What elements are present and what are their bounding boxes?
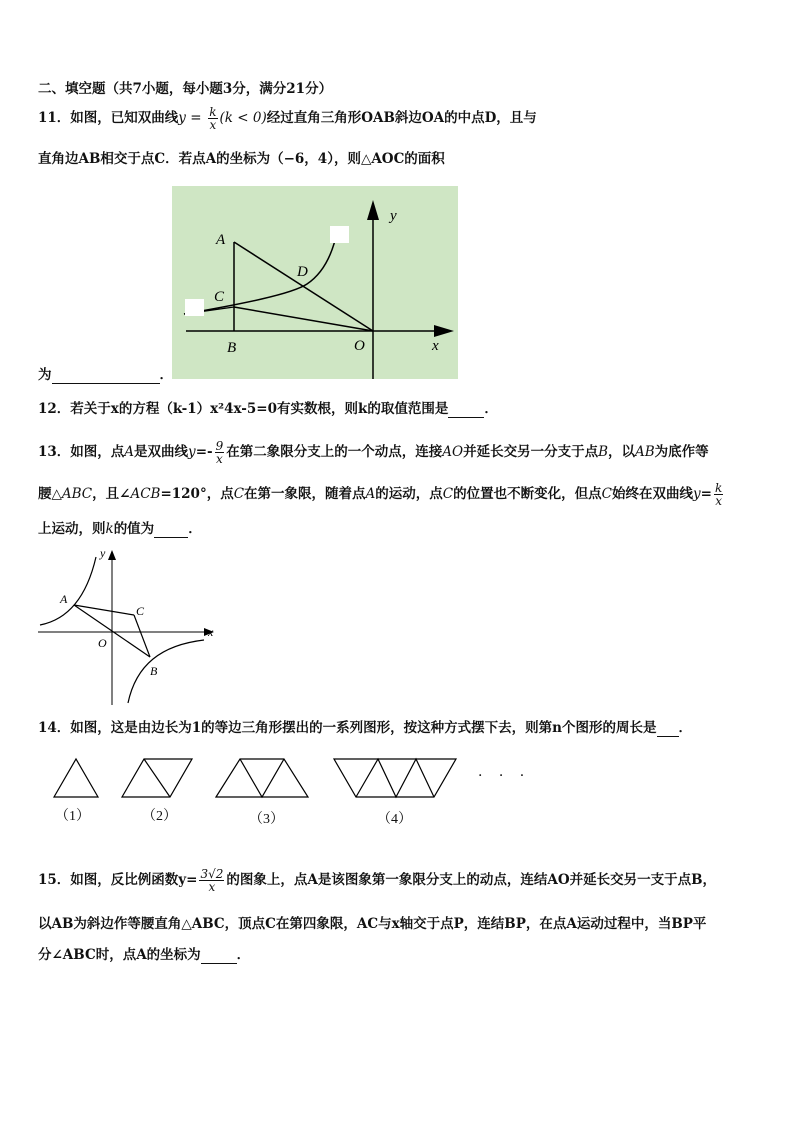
- figure-4-inner: [356, 759, 434, 797]
- q15-line1: [38, 868, 716, 893]
- q14-line: 14．如图，这是由边长为1的等边三角形摆出的一系列图形，按这种方式摆下去，则第n个图形的周长是 ．: [38, 720, 692, 736]
- q11-figure-background: [172, 186, 458, 379]
- section-title: 二、填空题（共7小题，每小题3分，满分21分）: [38, 81, 333, 97]
- figure-2-diagonal: [144, 759, 170, 797]
- label-b: B: [227, 340, 237, 356]
- q15-line2: 以AB为斜边作等腰直角△ABC，顶点C在第四象限，AC与x轴交于点P，连结BP，在点A运动过程中，当BP平: [38, 916, 707, 932]
- q13-text-1: 13．如图，点: [38, 444, 125, 460]
- q15-text-2: 的图象上，点A是该图象第一象限分支上的动点，连结AO并延长交另一支于点B，: [226, 872, 716, 888]
- q13-fraction: $\frac{9}{x}$: [215, 439, 224, 466]
- q13-line3: 上运动，则k的值为 ．: [38, 521, 202, 537]
- q15-text-1: 15．如图，反比例函数y=: [38, 872, 198, 888]
- q13-y-arrow-icon: [108, 550, 116, 560]
- figure-3-trapezoid: [216, 759, 308, 797]
- q15-line3: 分∠ABC时，点A的坐标为 ．: [38, 947, 251, 963]
- q13-figure: [36, 545, 222, 707]
- q13-label-a: A: [60, 592, 68, 606]
- q13-label-o: O: [98, 636, 107, 650]
- q12-line: [38, 400, 498, 418]
- q13-label-c: C: [136, 604, 145, 618]
- q13-label-x: x: [208, 625, 214, 639]
- label-a: A: [216, 232, 226, 248]
- q15-answer-blank[interactable]: [201, 949, 237, 964]
- q11-line2: 直角边AB相交于点C．若点A的坐标为（−6，4），则△AOC的面积: [38, 151, 445, 167]
- white-mask-left: [185, 299, 204, 316]
- q11-text-2: 经过直角三角形OAB斜边OA的中点D，且与: [266, 110, 537, 126]
- figure-1-caption: （1）: [55, 809, 90, 824]
- figure-2-caption: （2）: [142, 809, 177, 824]
- q13-label-y: y: [100, 546, 106, 560]
- label-x: x: [432, 338, 439, 354]
- ellipsis: · · ·: [478, 768, 531, 784]
- q11-answer-blank[interactable]: [52, 369, 160, 384]
- q13-line1: 13．如图，点A是双曲线y=- $\frac{9}{x}$ 在第二象限分支上的一个动点，连接AO并延长交另一分支于点B，以AB为底作等: [38, 439, 709, 466]
- label-y: y: [390, 208, 397, 224]
- q15-fraction: $\frac{3√2}{x}$: [200, 867, 224, 894]
- q11-answer-prefix: 为: [38, 367, 52, 383]
- figure-3-caption: （3）: [249, 812, 284, 827]
- figure-4-caption: （4）: [377, 812, 412, 827]
- label-o: O: [354, 338, 365, 354]
- q14-figures: [50, 755, 470, 803]
- white-mask-top: [330, 226, 349, 243]
- q11-fraction: $\frac{k}{x}$: [209, 105, 217, 132]
- figure-4-parallelogram: [334, 759, 456, 797]
- q11-figure: [172, 186, 458, 379]
- q13-label-b: B: [150, 664, 158, 678]
- q13-answer-blank[interactable]: [154, 523, 188, 538]
- figure-1-triangle: [54, 759, 98, 797]
- q11-line3: [38, 366, 173, 384]
- q12-suffix: ．: [484, 401, 498, 417]
- q11-answer-suffix: ．: [159, 367, 173, 383]
- figure-3-inner: [240, 759, 284, 797]
- q11-condition: (k < 0): [219, 110, 267, 126]
- q14-text: 14．如图，这是由边长为1的等边三角形摆出的一系列图形，按这种方式摆下去，则第n个图形的周长是: [38, 720, 657, 736]
- q12-answer-blank[interactable]: [448, 403, 484, 418]
- label-d: D: [297, 264, 308, 280]
- q14-answer-blank[interactable]: [657, 722, 679, 737]
- q11-line1: 11．如图，已知双曲线y = $\frac{k}{x}$ (k < 0)经过直角三角形OAB斜边OA的中点D，且与: [38, 105, 537, 132]
- q13-segment-ac: [74, 605, 134, 615]
- q12-text: 12．若关于x的方程（k-1）x²4x-5=0有实数根，则k的取值范围是: [38, 401, 449, 417]
- q13-line2: 腰△ABC，且∠ACB=120°，点C在第一象限，随着点A的运动，点C的位置也不断变化，但点C始终在双曲线y= $\frac{k}{x}$: [38, 481, 723, 508]
- label-c: C: [214, 289, 225, 305]
- q11-text-1: 11．如图，已知双曲线: [38, 110, 179, 126]
- q13-fraction-k: $\frac{k}{x}$: [714, 481, 723, 508]
- q13-segment-cb: [134, 615, 150, 657]
